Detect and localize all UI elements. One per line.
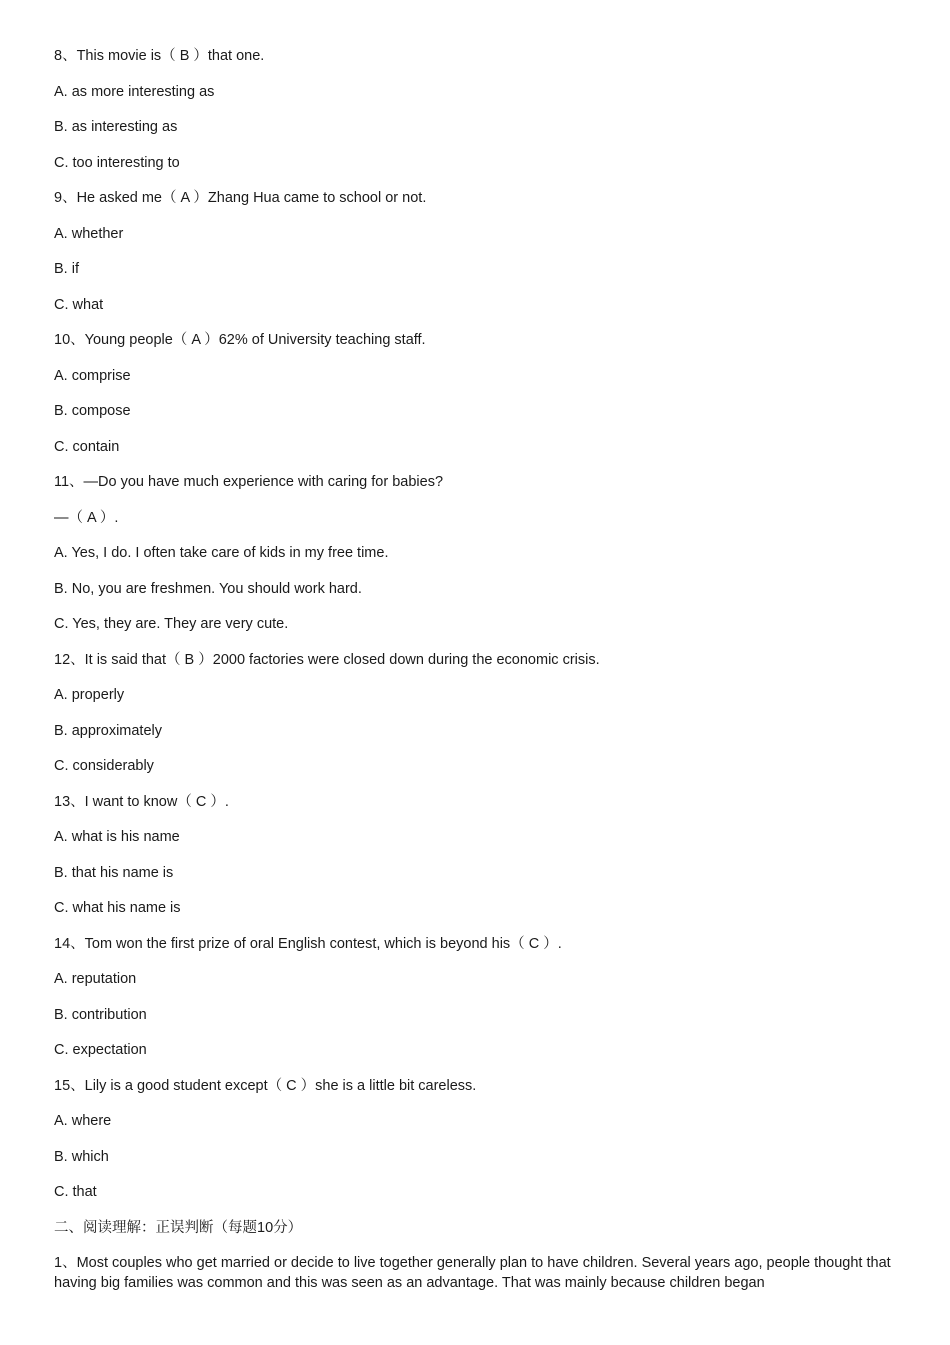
option: C. contain	[54, 438, 120, 455]
option: C. that	[54, 1184, 97, 1200]
option: C. what his name is	[54, 900, 181, 916]
question-stem: 14、Tom won the first prize of oral English contest, which is beyond his（ C ）.	[54, 935, 562, 952]
option: A. properly	[54, 687, 125, 703]
option: B. as interesting as	[54, 119, 178, 135]
option: A. what is his name	[54, 829, 180, 845]
option: A. comprise	[54, 367, 131, 384]
question-stem: 9、He asked me（ A ）Zhang Hua came to school or not.	[54, 190, 427, 206]
reading-paragraph: 1、Most couples who get married or decide to live together generally plan to have children. Several years ago, people thought that having big families was common and this was seen as an advantage. That was mainly because children began	[54, 1255, 891, 1291]
document-page	[54, 46, 896, 1293]
question-stem: 11、—Do you have much experience with caring for babies?	[54, 474, 444, 490]
section-heading: 二、阅读理解：正误判断（每题10分）	[54, 1219, 303, 1236]
question-stem: 8、This movie is（ B ）that one.	[54, 48, 265, 64]
dialogue-reply: —（ A ）.	[54, 509, 119, 526]
question-stem: 13、I want to know（ C ）.	[54, 793, 229, 810]
question-stem: 15、Lily is a good student except（ C ）she is a little bit careless.	[54, 1077, 477, 1094]
option: C. expectation	[54, 1042, 147, 1058]
option: B. which	[54, 1148, 109, 1165]
option: C. what	[54, 296, 104, 313]
option: A. reputation	[54, 971, 137, 987]
option: A. as more interesting as	[54, 83, 215, 100]
option: B. contribution	[54, 1006, 147, 1023]
option: B. that his name is	[54, 864, 174, 881]
option: A. Yes, I do. I often take care of kids in my free time.	[54, 545, 389, 561]
option: B. No, you are freshmen. You should work hard.	[54, 580, 362, 597]
option: B. if	[54, 261, 79, 277]
question-stem: 12、It is said that（ B ）2000 factories were closed down during the economic crisis.	[54, 651, 600, 668]
option: A. whether	[54, 225, 124, 242]
option: C. too interesting to	[54, 154, 180, 171]
option: A. where	[54, 1113, 112, 1129]
option: B. approximately	[54, 722, 162, 739]
option: C. Yes, they are. They are very cute.	[54, 616, 289, 632]
question-stem: 10、Young people（ A ）62% of University teaching staff.	[54, 332, 426, 348]
option: B. compose	[54, 403, 131, 419]
option: C. considerably	[54, 758, 154, 774]
